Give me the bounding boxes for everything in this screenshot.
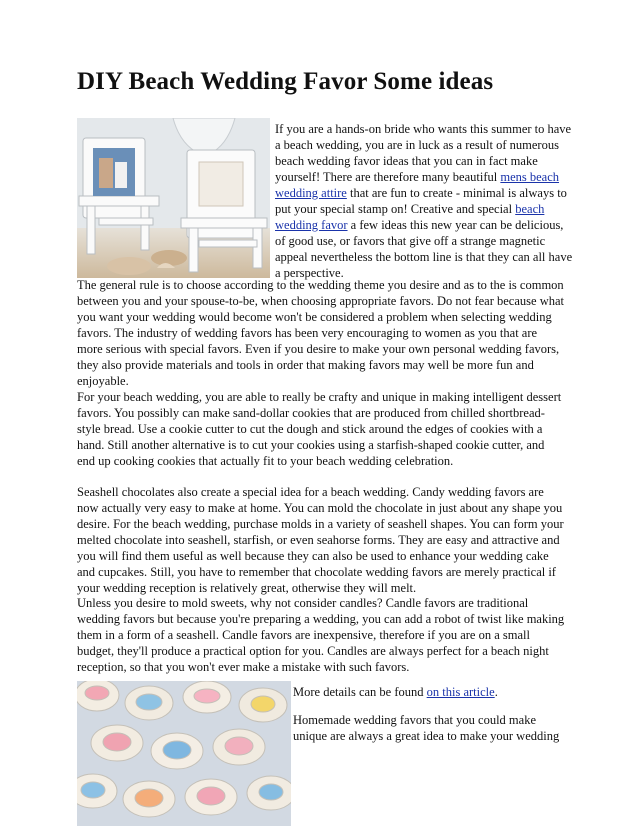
intro-text-3: a few ideas this new year can be delicious, of good use, or favors that give off a strange magnetic appeal nevertheless the bottom line is that they can all have a perspective. — [275, 218, 573, 280]
paragraph-seashell-chocolates: Seashell chocolates also create a special idea for a beach wedding. Candy wedding favors are now actually very easy to make at home. You can mold the chocolate in just about any shape you desire. For the beach wedding, purchase molds in a variety of seashell shapes. You can form your melted chocolate into seashell, starfish, or even seahorse forms. They are easy and attractive and you will find them useful as well because they can also be used to enhance your wedding cake and cupcakes. Still, you have to remember that chocolate wedding favors are merely practical if your wedding reception is relatively great, otherwise they will melt. — [77, 485, 564, 595]
intro-text-2: that are fun to create - minimal is always to put your special stamp on! Creative and special — [275, 186, 567, 216]
homemade-favors-paragraph: Homemade wedding favors that you could make unique are always a great idea to make your wedding — [293, 713, 560, 743]
beach-wedding-favor-link[interactable]: beach wedding favor — [275, 202, 545, 232]
beach-chair-frames-photo — [77, 118, 270, 278]
paragraph-general-rule: The general rule is to choose according to the wedding theme you desire and as to the is common between you and your spouse-to-be, when choosing appropriate favors. Do not fear because what you want your wedding would become won't be considered a problem when selecting wedding favors. The industry of wedding favors has been very encouraging to women as you that are more serious with special favors. Even if you desire to make your own personal wedding favors, they also provide materials and tools in order that making favors may well be more fun and enjoyable. — [77, 278, 564, 388]
page-title: DIY Beach Wedding Favor Some ideas — [77, 68, 494, 95]
paragraph-dessert-favors: For your beach wedding, you are able to really be crafty and unique in making intelligent dessert favors. You possibly can make sand-dollar cookies that are produced from chilled shortbread-style bread. Use a cookie cutter to cut the dough and stick around the edges of cookies with a hand. Still another alternative is to cut your cookies using a starfish-shaped cookie cutter, and end up cooking cookies that actually fit to your beach wedding celebration. — [77, 390, 562, 468]
more-details-line — [293, 684, 573, 700]
more-details-end: . — [494, 685, 498, 699]
on-this-article-link[interactable]: on this article — [426, 685, 495, 699]
seashell-candles-photo — [77, 681, 291, 826]
more-details-text: More details can be found — [293, 685, 427, 699]
intro-paragraph — [275, 121, 575, 281]
paragraph-candles: Unless you desire to mold sweets, why not consider candles? Candle favors are traditional wedding favors but because you're preparing a wedding, you can add a robot of twist like making them in a form of a seashell. Candle favors are inexpensive, therefore if you are on a small budget, they'll produce a practical option for you. Candles are always perfect for a beach night reception, so that you won't ever make a mistake with such favors. — [77, 596, 565, 674]
intro-text-1: If you are a hands-on bride who wants this summer to have a beach wedding, you are in luck as a result of numerous beach wedding favor ideas that you can in fact make yourself! There are therefore many beautiful — [275, 122, 572, 184]
mens-beach-wedding-attire-link[interactable]: mens beach wedding attire — [275, 170, 560, 200]
